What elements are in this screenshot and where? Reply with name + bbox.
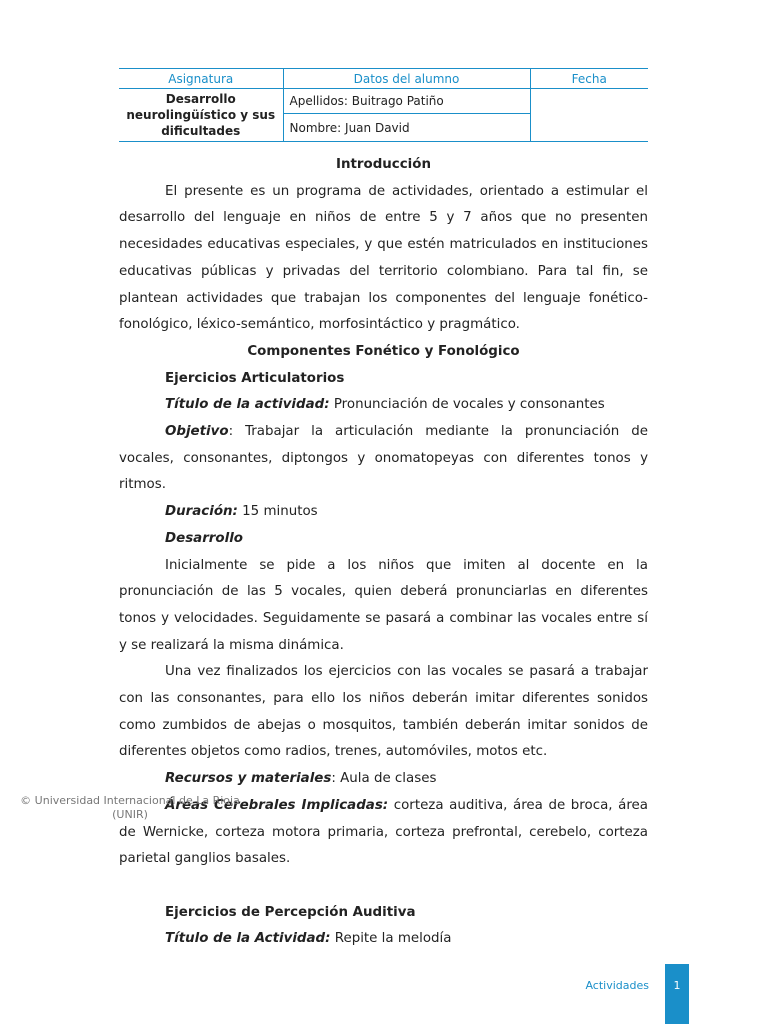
watermark-line-2: (UNIR) — [112, 808, 148, 821]
duration-value: 15 minutos — [237, 504, 318, 520]
exercise-1-title: Ejercicios Articulatorios — [165, 370, 345, 386]
activity-title-value: Pronunciación de vocales y consonantes — [329, 397, 605, 413]
subject-line-1: Desarrollo — [165, 92, 236, 106]
areas-value: corteza auditiva, área de broca, área de Wernicke, corteza motora primaria, corteza prefrontal, cerebelo, corteza parietal ganglios basales. — [119, 797, 648, 867]
objective-value: : Trabajar la articulación mediante la pronunciación de vocales, consonantes, diptongos y onomatopeyas con diferentes tonos y ritmos. — [119, 424, 648, 493]
activity-2-title-label: Título de la Actividad: — [165, 931, 331, 947]
activity-2-title-value: Repite la melodía — [330, 931, 452, 947]
copyright-watermark — [10, 794, 250, 822]
subject-line-3: dificultades — [161, 124, 241, 138]
resources-value: : Aula de clases — [331, 771, 437, 787]
document-body — [119, 152, 648, 953]
objective-line — [119, 419, 648, 499]
surnames-cell: Apellidos: Buitrago Patiño — [283, 89, 530, 114]
header-col-subject: Asignatura — [119, 69, 283, 89]
name-cell: Nombre: Juan David — [283, 114, 530, 142]
subject-line-2: neurolingüístico y sus — [126, 108, 276, 122]
intro-paragraph: El presente es un programa de actividades, orientado a estimular el desarrollo del lenguaje en niños de entre 5 y 7 años que no presenten necesidades educativas especiales, y que estén matriculados en instituciones educativas públicas y privadas del territorio colombiano. Para tal fin, se plantean actividades que trabajan los componentes del lenguaje fonético-fonológico, léxico-semántico, morfosintáctico y pragmático. — [119, 183, 648, 333]
date-cell — [530, 89, 648, 142]
activity-title-line — [119, 392, 648, 419]
activity-title-label: Título de la actividad: — [165, 397, 330, 413]
header-col-date: Fecha — [530, 69, 648, 89]
areas-label: Áreas Cerebrales Implicadas: — [165, 797, 389, 813]
development-paragraph-1: Inicialmente se pide a los niños que imiten al docente en la pronunciación de las 5 vocales, quien deberá pronunciarlas en diferentes tonos y velocidades. Seguidamente se pasará a combinar las vocales entre sí y se realizará la misma dinámica. — [119, 557, 648, 653]
header-table — [119, 68, 648, 142]
development-paragraph-2: Una vez finalizados los ejercicios con las vocales se pasará a trabajar con las consonantes, para ello los niños deberán imitar diferentes sonidos como zumbidos de abejas o mosquitos, también deberán imitar sonidos de diferentes objetos como radios, trenes, automóviles, motos etc. — [119, 664, 648, 760]
activity-2-title-line — [119, 926, 648, 953]
duration-line — [119, 499, 648, 526]
intro-title: Introducción — [335, 157, 432, 172]
subject-cell — [119, 89, 283, 142]
exercise-2-title: Ejercicios de Percepción Auditiva — [165, 904, 416, 920]
header-col-student: Datos del alumno — [283, 69, 530, 89]
page-number-badge: 1 — [665, 964, 689, 1024]
footer-section-label: Actividades — [585, 979, 649, 992]
watermark-line-1: © Universidad Internacional de La Rioja — [20, 794, 240, 807]
resources-label: Recursos y materiales — [165, 771, 332, 787]
duration-label: Duración: — [165, 504, 238, 520]
section-title: Componentes Fonético y Fonológico — [247, 343, 520, 359]
resources-line — [119, 766, 648, 793]
development-label: Desarrollo — [165, 530, 243, 546]
spacer — [119, 873, 648, 900]
objective-label: Objetivo — [165, 424, 229, 440]
